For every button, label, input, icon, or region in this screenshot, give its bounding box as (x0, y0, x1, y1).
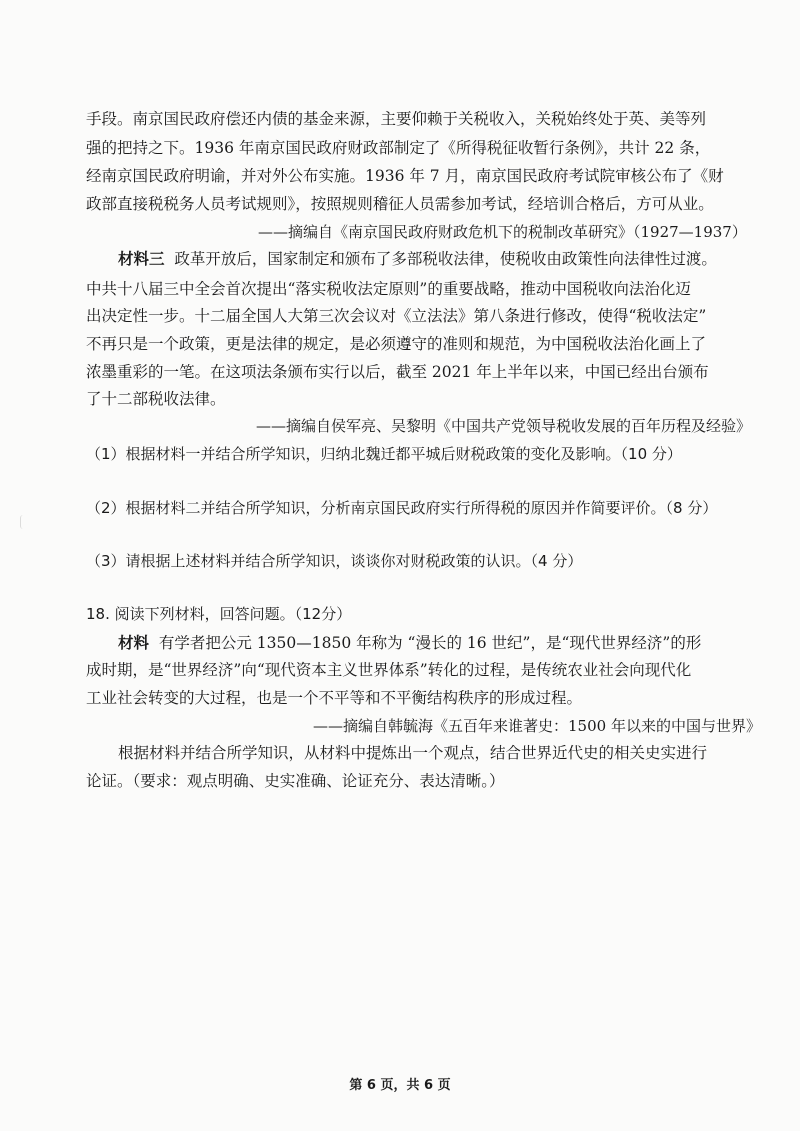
material3-source: ——摘编自侯军亮、吴黎明《中国共产党领导税收发展的百年历程及经验》 (256, 417, 752, 435)
material3-line-2: 出决定性一步。十二届全国人大第三次会议对《立法法》第八条进行修改，使得“税收法定” (86, 307, 707, 325)
material2-line-3: 经南京国民政府明谕，并对外公布实施。1936 年 7 月，南京国民政府考试院审核公布了《财 (86, 167, 724, 185)
q18-material-line-2: 工业社会转变的大过程，也是一个不平等和不平衡结构秩序的形成过程。 (86, 689, 583, 707)
q18-material-line-1: 成时期，是“世界经济”向“现代资本主义世界体系”转化的过程，是传统农业社会向现代化 (86, 661, 692, 679)
q18-source: ——摘编自韩毓海《五百年来谁著史：1500 年以来的中国与世界》 (313, 717, 761, 735)
material2-source: ——摘编自《南京国民政府财政危机下的税制改革研究》（1927—1937） (258, 223, 747, 241)
q18-material-label: 材料 (118, 633, 150, 652)
material2-line-2: 强的把持之下。1936 年南京国民政府财政部制定了《所得税征收暂行条例》，共计 22 条， (86, 139, 711, 157)
question-17-3: （3）请根据上述材料并结合所学知识，谈谈你对财税政策的认识。（4 分） (86, 552, 583, 570)
material3-line-5: 了十二部税收法律。 (86, 390, 226, 408)
page-footer: 第 6 页，共 6 页 (349, 1078, 451, 1093)
q18-task-line-1: 根据材料并结合所学知识，从材料中提炼出一个观点，结合世界近代史的相关史实进行 (118, 744, 708, 762)
material2-line-4: 政部直接税税务人员考试规则》，按照规则稽征人员需参加考试，经培训合格后，方可从业。 (86, 195, 714, 213)
material3-line-1: 中共十八届三中全会首次提出“落实税收法定原则”的重要战略，推动中国税收向法治化迈 (86, 280, 691, 298)
q18-task-line-2: 论证。（要求：观点明确、史实准确、论证充分、表达清晰。） (86, 772, 505, 790)
material3-label: 材料三 (118, 249, 165, 268)
material3-first-line (118, 249, 717, 269)
material3-line-4: 浓墨重彩的一笔。在这项法条颁布实行以后，截至 2021 年上半年以来，中国已经出台颁布 (86, 363, 709, 381)
scan-mark (20, 515, 27, 529)
material2-line-1: 手段。南京国民政府偿还内债的基金来源，主要仰赖于关税收入，关税始终处于英、美等列 (86, 110, 707, 128)
question-17-1: （1）根据材料一并结合所学知识，归纳北魏迁都平城后财税政策的变化及影响。（10 分） (86, 445, 682, 463)
material3-first-text: 政革开放后，国家制定和颁布了多部税收法律，使税收由政策性向法律性过渡。 (174, 250, 717, 268)
question-17-2: （2）根据材料二并结合所学知识，分析南京国民政府实行所得税的原因并作简要评价。（8 分） (86, 499, 718, 517)
question-18-title: 18. 阅读下列材料，回答问题。（12分） (86, 605, 352, 623)
q18-material-first-text: 有学者把公元 1350—1850 年称为 “漫长的 16 世纪”，是“现代世界经济”的形 (158, 634, 702, 652)
q18-material-first-line (118, 633, 701, 653)
material3-line-3: 不再只是一个政策，更是法律的规定，是必须遵守的准则和规范，为中国税收法治化画上了 (86, 335, 707, 353)
